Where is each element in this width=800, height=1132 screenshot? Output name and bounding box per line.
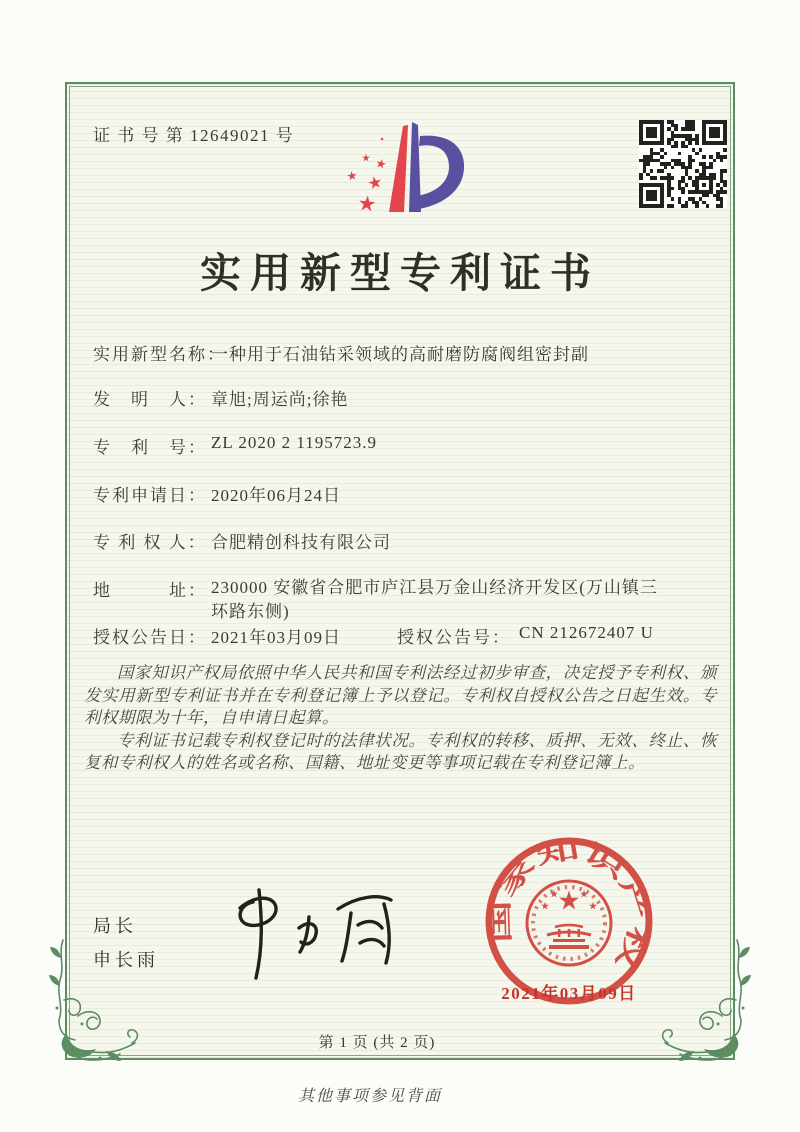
field-row-filing-date bbox=[93, 481, 713, 506]
field-label: 授权公告号： bbox=[397, 628, 511, 647]
field-label: 专利申请日： bbox=[93, 486, 207, 505]
field-row-address bbox=[93, 576, 713, 624]
grant-number-value: CN 212672407 U bbox=[519, 623, 654, 642]
director-title: 局长 bbox=[93, 916, 137, 936]
qr-code bbox=[639, 120, 727, 208]
legal-paragraph-2: 专利证书记载专利权登记时的法律状况。专利权的转移、质押、无效、终止、恢复和专利权人的姓名或名称、国籍、地址变更等事项记载在专利登记簿上。 bbox=[84, 730, 717, 773]
director-signature-icon bbox=[212, 884, 417, 986]
field-row-patent-number bbox=[93, 433, 713, 458]
field-row-patentee bbox=[93, 528, 713, 553]
field-value: 章旭;周运尚;徐艳 bbox=[211, 390, 349, 409]
seal-ring-text: 国家知识产权局 bbox=[487, 839, 652, 956]
cnipa-logo-icon bbox=[333, 112, 478, 220]
back-note: 其他事项参见背面 bbox=[297, 1088, 442, 1105]
legal-text bbox=[84, 662, 717, 775]
field-label: 专 利 号： bbox=[93, 438, 207, 457]
field-label: 实用新型名称： bbox=[93, 345, 226, 364]
seal-date: 2021年03月09日 bbox=[501, 984, 637, 1003]
field-value: 合肥精创科技有限公司 bbox=[211, 533, 391, 552]
field-label: 发 明 人： bbox=[93, 390, 207, 409]
field-value: 2020年06月24日 bbox=[211, 486, 341, 505]
certificate-number: 证 书 号 第 12649021 号 bbox=[93, 126, 295, 145]
field-value: ZL 2020 2 1195723.9 bbox=[211, 433, 378, 452]
address-line-2: 环路东侧) bbox=[211, 602, 290, 621]
field-row-name bbox=[93, 340, 713, 365]
field-label: 授权公告日： bbox=[93, 628, 207, 647]
page-number: 第 1 页 (共 2 页) bbox=[318, 1035, 436, 1051]
field-label: 地 址： bbox=[93, 581, 207, 600]
official-seal bbox=[480, 832, 658, 1032]
certificate-title: 实用新型专利证书 bbox=[200, 250, 600, 296]
field-row-grant bbox=[93, 623, 713, 648]
field-value: 一种用于石油钻采领域的高耐磨防腐阀组密封副 bbox=[211, 345, 589, 364]
director-name: 申长雨 bbox=[93, 950, 159, 970]
grant-date-value: 2021年03月09日 bbox=[211, 628, 341, 647]
legal-paragraph-1: 国家知识产权局依照中华人民共和国专利法经过初步审查，决定授予专利权、颁发实用新型专利证书并在专利登记簿上予以登记。专利权自授权公告之日起生效。专利权期限为十年，自申请日起算。 bbox=[84, 663, 717, 728]
field-label: 专 利 权 人： bbox=[93, 533, 207, 552]
address-line-1: 230000 安徽省合肥市庐江县万金山经济开发区(万山镇三 bbox=[211, 578, 658, 597]
field-row-inventors bbox=[93, 385, 713, 410]
